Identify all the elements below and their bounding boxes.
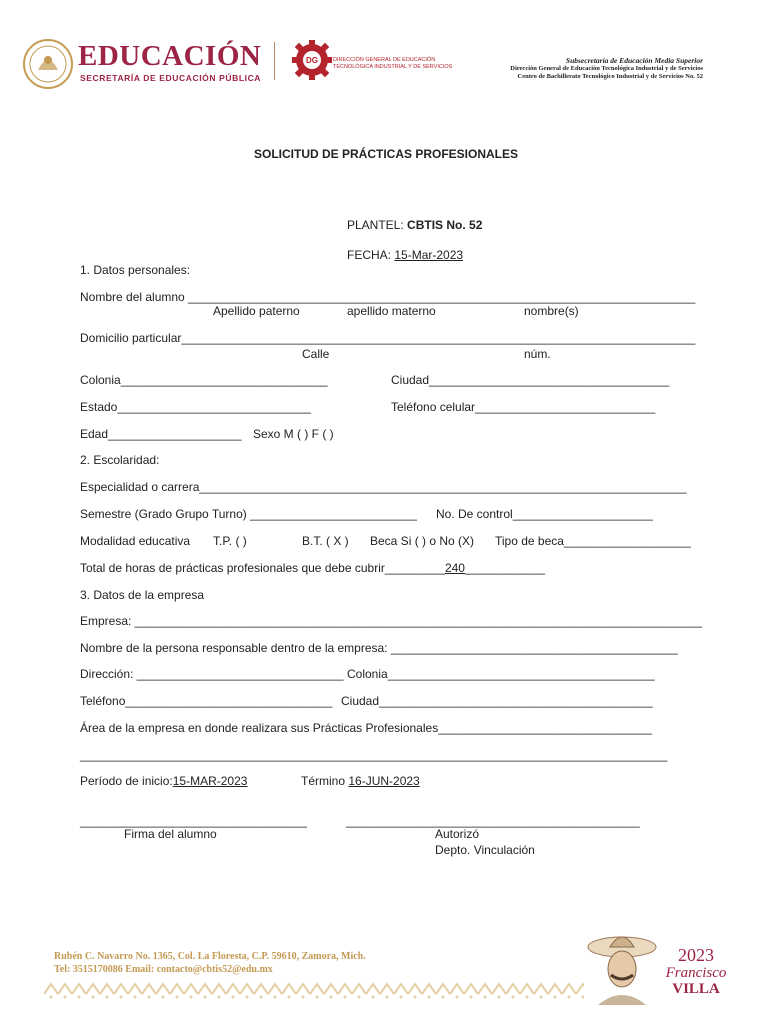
decorative-pattern-icon xyxy=(44,978,584,1000)
plantel-row: PLANTEL: CBTIS No. 52 xyxy=(347,218,483,232)
area-continuation-line[interactable]: ________________________________________________________________________________________ xyxy=(80,748,668,762)
education-subtitle: SECRETARÍA DE EDUCACIÓN PÚBLICA xyxy=(80,73,262,83)
especialidad-field[interactable]: Especialidad o carrera_________________________________________________________________________ xyxy=(80,480,687,494)
bt-checkbox[interactable]: B.T. ( X ) xyxy=(302,534,349,548)
section-datos-empresa: 3. Datos de la empresa xyxy=(80,588,205,602)
telefono-empresa-field[interactable]: Teléfono_______________________________ xyxy=(80,694,333,708)
mexico-seal-icon xyxy=(22,38,74,90)
colonia-empresa-field[interactable]: Colonia________________________________________ xyxy=(347,667,655,681)
footer-contact: Tel: 3515170086 Email: contacto@cbtis52@edu.mx xyxy=(54,964,273,975)
autorizo-line[interactable]: ____________________________________________ xyxy=(346,814,640,828)
section-escolaridad: 2. Escolaridad: xyxy=(80,453,160,467)
fecha-row: FECHA: 15-Mar-2023 xyxy=(347,248,464,262)
responsable-field[interactable]: Nombre de la persona responsable dentro de la empresa: ___________________________________________ xyxy=(80,641,678,655)
no-control-field[interactable]: No. De control_____________________ xyxy=(436,507,653,521)
edad-field[interactable]: Edad____________________ xyxy=(80,427,242,441)
nombre-field[interactable]: Nombre del alumno ____________________________________________________________________________ xyxy=(80,290,696,304)
semestre-field[interactable]: Semestre (Grado Grupo Turno) _________________________ xyxy=(80,507,417,521)
dgeti-gear-logo-icon xyxy=(292,40,332,80)
svg-text:DG: DG xyxy=(306,56,318,65)
ciudad-field[interactable]: Ciudad____________________________________ xyxy=(391,373,670,387)
section-datos-personales: 1. Datos personales: xyxy=(80,263,191,277)
domicilio-field[interactable]: Domicilio particular_____________________________________________________________________________ xyxy=(80,331,696,345)
calle-label: Calle xyxy=(302,347,330,361)
termino-row: Término 16-JUN-2023 xyxy=(301,774,420,788)
colonia-field[interactable]: Colonia_______________________________ xyxy=(80,373,328,387)
svg-text:VILLA: VILLA xyxy=(672,981,720,997)
svg-text:2023: 2023 xyxy=(678,945,714,965)
autorizo-label: Autorizó xyxy=(435,827,480,841)
dgeti-text: DIRECCIÓN GENERAL DE EDUCACIÓN TECNOLÓGICA INDUSTRIAL Y DE SERVICIOS xyxy=(333,57,453,70)
nombres-label: nombre(s) xyxy=(524,304,579,318)
education-title: EDUCACIÓN xyxy=(78,40,262,72)
header-right-text: Subsecretaría de Educación Media Superior Dirección General de Educación Tecnológica Industrial y de Servicios Centro de Bachillerato Tecnológico Industrial y de Servicios No. 52 xyxy=(510,56,703,80)
francisco-villa-2023-logo-icon xyxy=(584,925,734,1010)
firma-alumno-label: Firma del alumno xyxy=(124,827,217,841)
estado-field[interactable]: Estado_____________________________ xyxy=(80,400,311,414)
horas-field[interactable]: Total de horas de prácticas profesionales que debe cubrir_________240____________ xyxy=(80,561,546,575)
firma-alumno-line[interactable]: __________________________________ xyxy=(80,814,307,828)
svg-text:Francisco: Francisco xyxy=(665,965,727,981)
num-label: núm. xyxy=(524,347,551,361)
depto-vinculacion-label: Depto. Vinculación xyxy=(435,843,535,857)
tp-checkbox[interactable]: T.P. ( ) xyxy=(213,534,247,548)
ciudad-empresa-field[interactable]: Ciudad_________________________________________ xyxy=(341,694,653,708)
periodo-inicio-row: Período de inicio:15-MAR-2023 xyxy=(80,774,248,788)
telefono-celular-field[interactable]: Teléfono celular___________________________ xyxy=(391,400,656,414)
area-field[interactable]: Área de la empresa en donde realizara sus Prácticas Profesionales________________________________ xyxy=(80,721,652,735)
empresa-field[interactable]: Empresa: _____________________________________________________________________________________ xyxy=(80,614,702,628)
footer-address: Rubén C. Navarro No. 1365, Col. La Floresta, C.P. 59610, Zamora, Mich. xyxy=(54,951,366,962)
header-divider xyxy=(274,42,275,80)
direccion-field[interactable]: Dirección: _______________________________ xyxy=(80,667,344,681)
apellido-materno-label: apellido materno xyxy=(347,304,436,318)
sexo-field[interactable]: Sexo M ( ) F ( ) xyxy=(253,427,334,441)
apellido-paterno-label: Apellido paterno xyxy=(213,304,300,318)
modalidad-label: Modalidad educativa xyxy=(80,534,191,548)
beca-field[interactable]: Beca Si ( ) o No (X) xyxy=(370,534,475,548)
form-title: SOLICITUD DE PRÁCTICAS PROFESIONALES xyxy=(254,147,519,161)
tipo-beca-field[interactable]: Tipo de beca___________________ xyxy=(495,534,691,548)
